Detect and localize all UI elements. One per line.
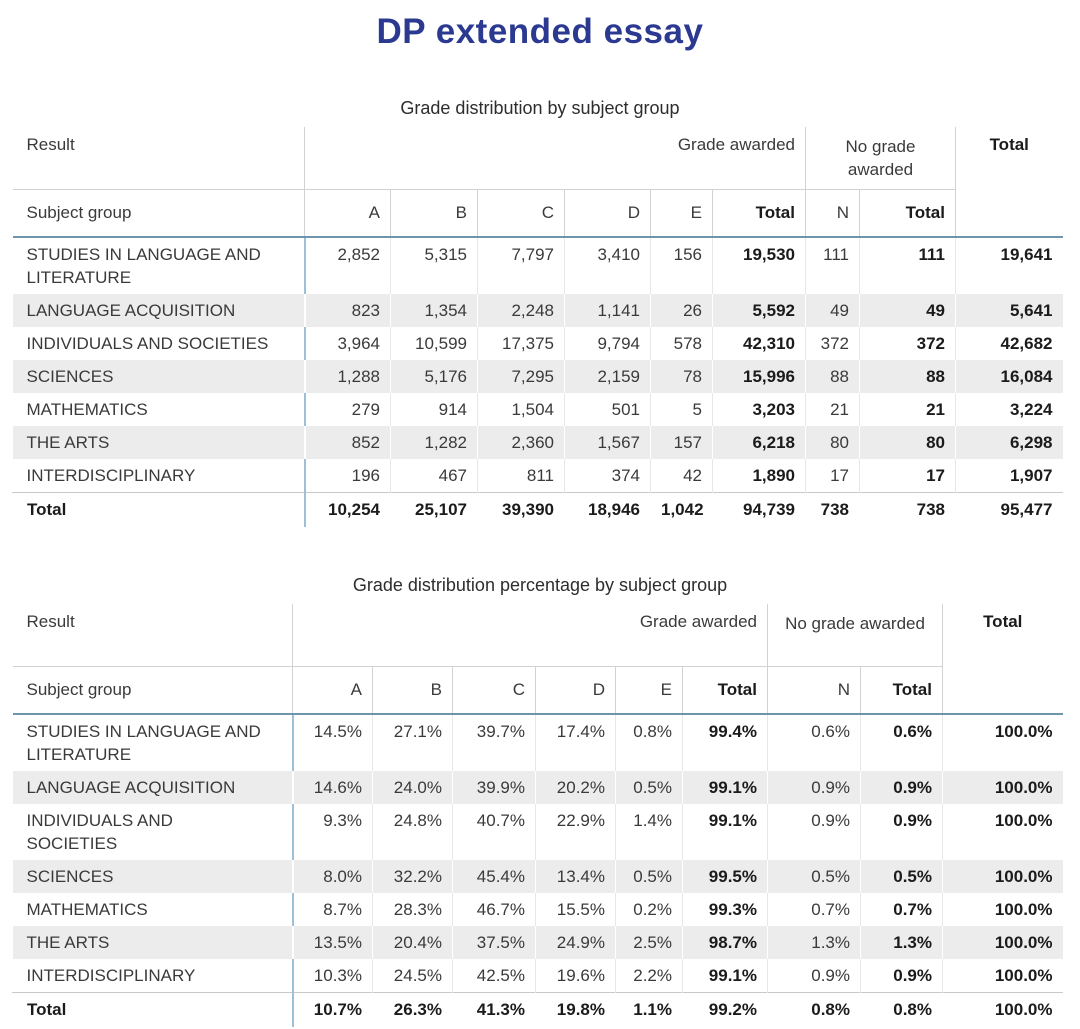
grade-d-cell: 9,794 xyxy=(565,327,651,360)
grade-b-cell: 1,282 xyxy=(391,426,478,459)
no-grade-total-cell: 0.9% xyxy=(861,804,943,860)
no-grade-awarded-header: No grade awarded xyxy=(768,604,943,667)
grade-c-cell: 39.9% xyxy=(453,771,536,804)
overall-total-total-cell: 100.0% xyxy=(943,993,1063,1028)
grade-total-cell: 99.1% xyxy=(683,804,768,860)
grade-b-cell: 32.2% xyxy=(373,860,453,893)
grade-d-total-cell: 19.8% xyxy=(536,993,616,1028)
n-cell: 1.3% xyxy=(768,926,861,959)
n-cell: 0.7% xyxy=(768,893,861,926)
no-grade-awarded-header: No grade awarded xyxy=(806,127,956,190)
grade-awarded-header: Grade awarded xyxy=(305,127,806,190)
grade-e-cell: 26 xyxy=(651,294,713,327)
grade-d-total-cell: 18,946 xyxy=(565,493,651,528)
no-grade-total-cell: 80 xyxy=(860,426,956,459)
no-grade-total-cell: 0.6% xyxy=(861,714,943,771)
grade-c-cell: 811 xyxy=(478,459,565,493)
col-header-e: E xyxy=(651,190,713,238)
grade-a-cell: 196 xyxy=(305,459,391,493)
grade-e-cell: 1.4% xyxy=(616,804,683,860)
grade-d-cell: 24.9% xyxy=(536,926,616,959)
n-cell: 17 xyxy=(806,459,860,493)
grade-total-cell: 19,530 xyxy=(713,237,806,294)
table-row xyxy=(13,771,1063,804)
subject-cell: THE ARTS xyxy=(13,926,293,959)
grade-b-total-cell: 25,107 xyxy=(391,493,478,528)
grade-b-total-cell: 26.3% xyxy=(373,993,453,1028)
table-row xyxy=(13,426,1063,459)
grade-a-cell: 3,964 xyxy=(305,327,391,360)
table-row xyxy=(13,294,1063,327)
col-header-grade-total: Total xyxy=(713,190,806,238)
col-header-c: C xyxy=(453,667,536,715)
grade-b-cell: 24.5% xyxy=(373,959,453,993)
result-header: Result xyxy=(13,127,305,190)
grade-b-cell: 914 xyxy=(391,393,478,426)
grade-a-cell: 2,852 xyxy=(305,237,391,294)
table-row xyxy=(13,860,1063,893)
col-header-b: B xyxy=(373,667,453,715)
subject-cell: INTERDISCIPLINARY xyxy=(26,466,196,485)
grade-a-cell: 13.5% xyxy=(293,926,373,959)
grade-total-cell: 98.7% xyxy=(683,926,768,959)
subject-cell: STUDIES IN LANGUAGE AND LITERATURE xyxy=(26,722,261,764)
grade-e-total-cell: 1,042 xyxy=(651,493,713,528)
grade-d-cell: 501 xyxy=(565,393,651,426)
overall-total-cell: 19,641 xyxy=(956,237,1063,294)
overall-total-cell: 100.0% xyxy=(943,959,1063,993)
grade-a-cell: 10.3% xyxy=(293,959,373,993)
grade-total-cell: 99.5% xyxy=(683,860,768,893)
page-title: DP extended essay xyxy=(376,12,704,51)
grade-a-cell: 852 xyxy=(305,426,391,459)
no-grade-total-cell: 372 xyxy=(860,327,956,360)
grade-a-total-cell: 10.7% xyxy=(293,993,373,1028)
grade-c-cell: 46.7% xyxy=(453,893,536,926)
grade-d-cell: 374 xyxy=(565,459,651,493)
grade-c-cell: 45.4% xyxy=(453,860,536,893)
grade-b-cell: 5,315 xyxy=(391,237,478,294)
grade-b-cell: 27.1% xyxy=(373,714,453,771)
grade-e-cell: 156 xyxy=(651,237,713,294)
no-grade-total-cell: 0.9% xyxy=(861,771,943,804)
col-header-e: E xyxy=(616,667,683,715)
grade-total-total-cell: 99.2% xyxy=(683,993,768,1028)
table-1-body xyxy=(13,237,1063,493)
group-header-row xyxy=(13,604,1063,667)
grade-a-cell: 1,288 xyxy=(305,360,391,393)
subject-group-header: Subject group xyxy=(13,667,293,715)
n-cell: 372 xyxy=(806,327,860,360)
total-label-cell: Total xyxy=(13,493,305,528)
grade-a-cell: 279 xyxy=(305,393,391,426)
column-header-row xyxy=(13,190,1063,238)
grade-total-cell: 42,310 xyxy=(713,327,806,360)
grade-a-cell: 8.0% xyxy=(293,860,373,893)
total-row xyxy=(13,493,1063,528)
group-header-row xyxy=(13,127,1063,190)
n-cell: 0.9% xyxy=(768,771,861,804)
grade-b-cell: 10,599 xyxy=(391,327,478,360)
table-row xyxy=(13,893,1063,926)
grade-e-cell: 0.8% xyxy=(616,714,683,771)
grade-c-cell: 37.5% xyxy=(453,926,536,959)
grade-c-cell: 39.7% xyxy=(453,714,536,771)
total-row xyxy=(13,993,1063,1028)
overall-total-cell: 100.0% xyxy=(943,860,1063,893)
subject-cell: INTERDISCIPLINARY xyxy=(26,966,196,985)
total-label-cell: Total xyxy=(13,993,293,1028)
overall-total-cell: 1,907 xyxy=(956,459,1063,493)
no-grade-total-cell: 21 xyxy=(860,393,956,426)
grade-total-cell: 99.1% xyxy=(683,959,768,993)
grade-c-cell: 2,360 xyxy=(478,426,565,459)
overall-total-cell: 100.0% xyxy=(943,804,1063,860)
grade-total-cell: 15,996 xyxy=(713,360,806,393)
subject-cell: THE ARTS xyxy=(13,426,305,459)
grade-total-cell: 6,218 xyxy=(713,426,806,459)
grade-a-cell: 823 xyxy=(305,294,391,327)
grade-e-cell: 78 xyxy=(651,360,713,393)
overall-total-total-cell: 95,477 xyxy=(956,493,1063,528)
grade-a-cell: 14.5% xyxy=(293,714,373,771)
subject-cell: STUDIES IN LANGUAGE AND LITERATURE xyxy=(26,245,261,287)
n-total-cell: 0.8% xyxy=(768,993,861,1028)
grade-a-cell: 14.6% xyxy=(293,771,373,804)
table-2-total-row xyxy=(13,993,1063,1028)
grade-d-cell: 2,159 xyxy=(565,360,651,393)
grade-c-cell: 40.7% xyxy=(453,804,536,860)
no-grade-total-cell: 17 xyxy=(860,459,956,493)
grade-distribution-table xyxy=(12,127,1063,527)
n-cell: 0.6% xyxy=(768,714,861,771)
grade-e-cell: 0.5% xyxy=(616,771,683,804)
table-row xyxy=(13,804,1063,860)
subject-cell: LANGUAGE ACQUISITION xyxy=(13,771,293,804)
table-1-caption: Grade distribution by subject group xyxy=(400,98,680,118)
grade-d-cell: 1,141 xyxy=(565,294,651,327)
n-cell: 21 xyxy=(806,393,860,426)
grade-distribution-percentage-section xyxy=(0,575,1080,1027)
overall-total-cell: 100.0% xyxy=(943,771,1063,804)
subject-cell: SCIENCES xyxy=(13,360,305,393)
no-grade-total-cell: 0.9% xyxy=(861,959,943,993)
no-grade-total-cell: 49 xyxy=(860,294,956,327)
subject-cell: LANGUAGE ACQUISITION xyxy=(13,294,305,327)
col-header-n: N xyxy=(806,190,860,238)
overall-total-header: Total xyxy=(943,604,1063,714)
n-total-cell: 738 xyxy=(806,493,860,528)
subject-cell: MATHEMATICS xyxy=(26,900,148,919)
n-cell: 80 xyxy=(806,426,860,459)
no-grade-total-cell: 88 xyxy=(860,360,956,393)
grade-e-cell: 2.5% xyxy=(616,926,683,959)
grade-e-cell: 5 xyxy=(651,393,713,426)
subject-group-header: Subject group xyxy=(13,190,305,238)
col-header-a: A xyxy=(305,190,391,238)
grade-total-total-cell: 94,739 xyxy=(713,493,806,528)
no-grade-total-cell: 0.5% xyxy=(861,860,943,893)
overall-total-cell: 5,641 xyxy=(956,294,1063,327)
subject-cell: INDIVIDUALS AND SOCIETIES xyxy=(26,334,269,353)
grade-d-cell: 15.5% xyxy=(536,893,616,926)
grade-c-cell: 2,248 xyxy=(478,294,565,327)
col-header-c: C xyxy=(478,190,565,238)
col-header-d: D xyxy=(536,667,616,715)
table-row xyxy=(13,959,1063,993)
no-grade-total-cell: 1.3% xyxy=(861,926,943,959)
col-header-n: N xyxy=(768,667,861,715)
result-header: Result xyxy=(13,604,293,667)
grade-total-cell: 99.4% xyxy=(683,714,768,771)
table-row xyxy=(13,459,1063,493)
table-row xyxy=(13,714,1063,771)
grade-d-cell: 20.2% xyxy=(536,771,616,804)
grade-a-cell: 8.7% xyxy=(293,893,373,926)
no-grade-total-total-cell: 738 xyxy=(860,493,956,528)
grade-total-cell: 99.1% xyxy=(683,771,768,804)
table-2-body xyxy=(13,714,1063,993)
grade-b-cell: 24.8% xyxy=(373,804,453,860)
grade-d-cell: 1,567 xyxy=(565,426,651,459)
no-grade-total-cell: 0.7% xyxy=(861,893,943,926)
table-row xyxy=(13,327,1063,360)
grade-d-cell: 13.4% xyxy=(536,860,616,893)
grade-c-cell: 7,295 xyxy=(478,360,565,393)
subject-cell: MATHEMATICS xyxy=(26,400,148,419)
col-header-grade-total: Total xyxy=(683,667,768,715)
overall-total-header: Total xyxy=(956,127,1063,237)
overall-total-cell: 6,298 xyxy=(956,426,1063,459)
overall-total-cell: 16,084 xyxy=(956,360,1063,393)
grade-a-total-cell: 10,254 xyxy=(305,493,391,528)
grade-awarded-header: Grade awarded xyxy=(293,604,768,667)
table-row xyxy=(13,360,1063,393)
grade-b-cell: 24.0% xyxy=(373,771,453,804)
grade-c-cell: 42.5% xyxy=(453,959,536,993)
n-cell: 88 xyxy=(806,360,860,393)
table-row xyxy=(13,237,1063,294)
overall-total-cell: 100.0% xyxy=(943,926,1063,959)
subject-cell: SCIENCES xyxy=(13,860,293,893)
grade-c-total-cell: 41.3% xyxy=(453,993,536,1028)
grade-b-cell: 5,176 xyxy=(391,360,478,393)
grade-c-cell: 17,375 xyxy=(478,327,565,360)
grade-e-cell: 2.2% xyxy=(616,959,683,993)
grade-c-cell: 1,504 xyxy=(478,393,565,426)
col-header-d: D xyxy=(565,190,651,238)
grade-b-cell: 28.3% xyxy=(373,893,453,926)
grade-total-cell: 3,203 xyxy=(713,393,806,426)
col-header-no-grade-total: Total xyxy=(860,190,956,238)
n-cell: 0.5% xyxy=(768,860,861,893)
grade-b-cell: 20.4% xyxy=(373,926,453,959)
overall-total-cell: 100.0% xyxy=(943,714,1063,771)
grade-d-cell: 3,410 xyxy=(565,237,651,294)
overall-total-cell: 3,224 xyxy=(956,393,1063,426)
n-cell: 111 xyxy=(806,237,860,294)
grade-total-cell: 1,890 xyxy=(713,459,806,493)
table-1-total-row xyxy=(13,493,1063,528)
overall-total-cell: 42,682 xyxy=(956,327,1063,360)
grade-d-cell: 22.9% xyxy=(536,804,616,860)
grade-total-cell: 99.3% xyxy=(683,893,768,926)
no-grade-total-cell: 111 xyxy=(860,237,956,294)
subject-cell: INDIVIDUALS AND SOCIETIES xyxy=(26,811,173,853)
grade-b-cell: 467 xyxy=(391,459,478,493)
no-grade-total-total-cell: 0.8% xyxy=(861,993,943,1028)
grade-c-cell: 7,797 xyxy=(478,237,565,294)
col-header-b: B xyxy=(391,190,478,238)
n-cell: 0.9% xyxy=(768,804,861,860)
report-page xyxy=(0,12,1080,1027)
grade-b-cell: 1,354 xyxy=(391,294,478,327)
n-cell: 49 xyxy=(806,294,860,327)
grade-c-total-cell: 39,390 xyxy=(478,493,565,528)
grade-d-cell: 17.4% xyxy=(536,714,616,771)
grade-e-cell: 42 xyxy=(651,459,713,493)
column-header-row xyxy=(13,667,1063,715)
grade-e-cell: 578 xyxy=(651,327,713,360)
table-row xyxy=(13,393,1063,426)
col-header-no-grade-total: Total xyxy=(861,667,943,715)
table-2-caption: Grade distribution percentage by subject group xyxy=(352,575,728,595)
grade-a-cell: 9.3% xyxy=(293,804,373,860)
grade-e-cell: 157 xyxy=(651,426,713,459)
grade-e-cell: 0.5% xyxy=(616,860,683,893)
grade-e-total-cell: 1.1% xyxy=(616,993,683,1028)
grade-distribution-section xyxy=(0,98,1080,527)
n-cell: 0.9% xyxy=(768,959,861,993)
overall-total-cell: 100.0% xyxy=(943,893,1063,926)
col-header-a: A xyxy=(293,667,373,715)
grade-e-cell: 0.2% xyxy=(616,893,683,926)
grade-total-cell: 5,592 xyxy=(713,294,806,327)
table-row xyxy=(13,926,1063,959)
grade-d-cell: 19.6% xyxy=(536,959,616,993)
grade-distribution-percentage-table xyxy=(12,604,1063,1027)
